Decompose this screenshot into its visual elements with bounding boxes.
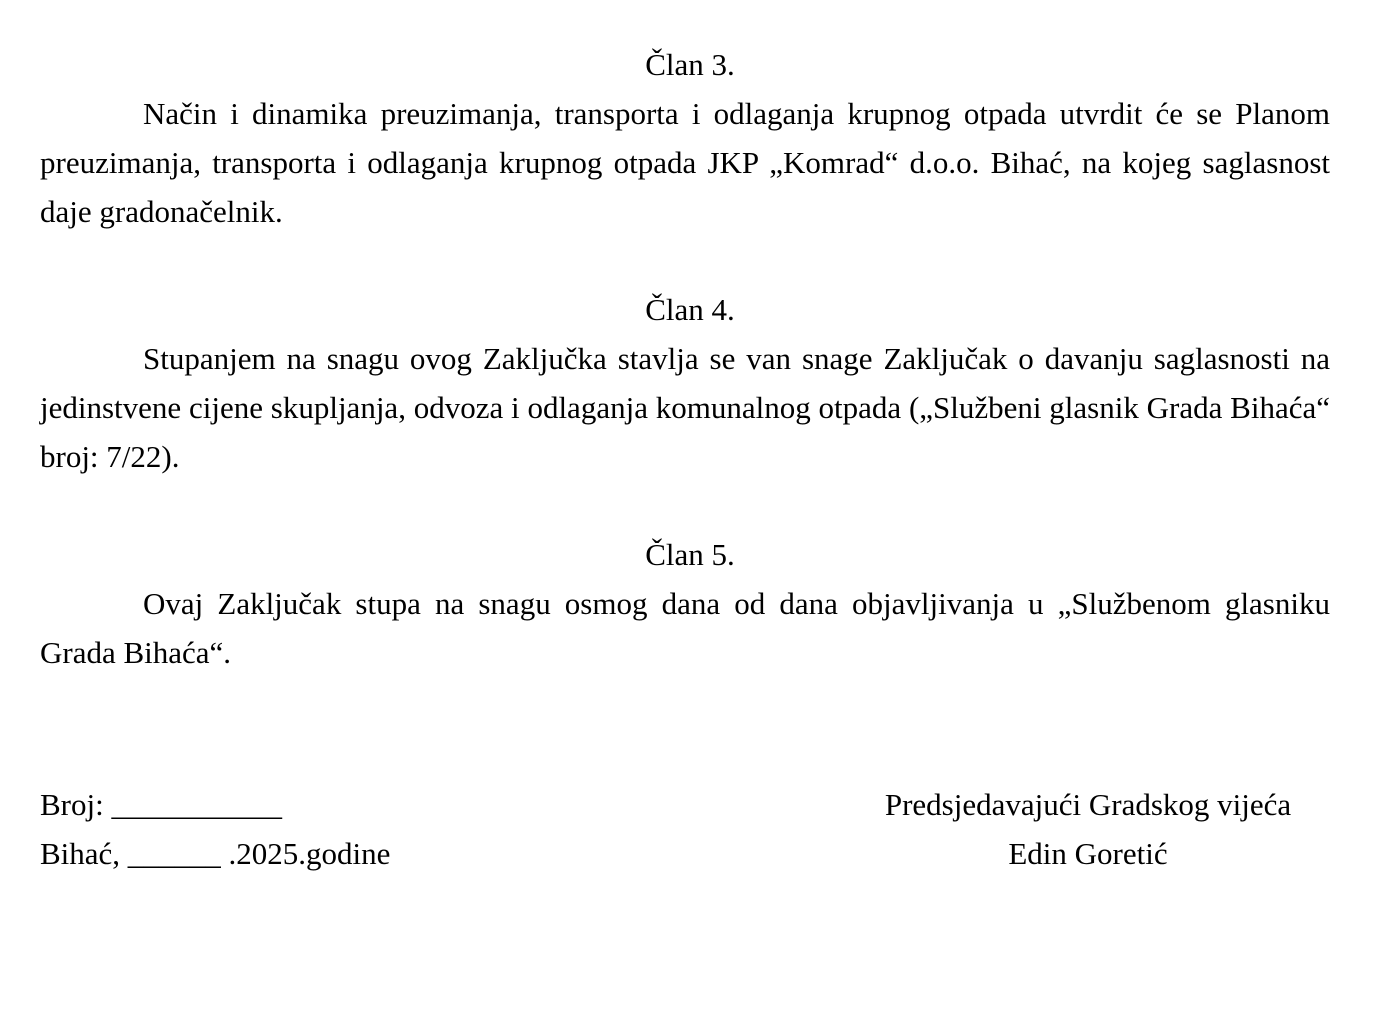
article-body: Ovaj Zaključak stupa na snagu osmog dana od dana objavljivanja u „Službenom glasniku Grada Bihaća“. xyxy=(40,586,1330,670)
document-page xyxy=(40,40,1330,677)
place-and-date: Bihać, ______ .2025.godine xyxy=(40,836,391,871)
document-number: Broj: ___________ xyxy=(40,787,282,822)
article-5 xyxy=(40,530,1330,677)
article-title: Član 5. xyxy=(645,537,735,572)
spacer xyxy=(40,236,1330,285)
document-reference xyxy=(40,780,390,878)
article-title: Član 3. xyxy=(645,47,735,82)
article-body: Način i dinamika preuzimanja, transporta i odlaganja krupnog otpada utvrdit će se Planom preuzimanja, transporta i odlaganja krupnog otpada JKP „Komrad“ d.o.o. Bihać, na kojeg saglasnost daje gradonačelnik. xyxy=(40,96,1330,229)
signatory xyxy=(862,780,1314,878)
article-body: Stupanjem na snagu ovog Zaključka stavlja se van snage Zaključak o davanju saglasnosti na jedinstvene cijene skupljanja, odvoza i odlaganja komunalnog otpada („Službeni glasnik Grada Bihaća“ broj: 7/22). xyxy=(40,341,1330,474)
article-3 xyxy=(40,40,1330,236)
signatory-name: Edin Goretić xyxy=(1008,836,1168,871)
article-title: Član 4. xyxy=(645,292,735,327)
article-4 xyxy=(40,285,1330,481)
signature-block xyxy=(40,780,1330,880)
spacer xyxy=(40,481,1330,530)
signatory-title: Predsjedavajući Gradskog vijeća xyxy=(884,787,1292,822)
